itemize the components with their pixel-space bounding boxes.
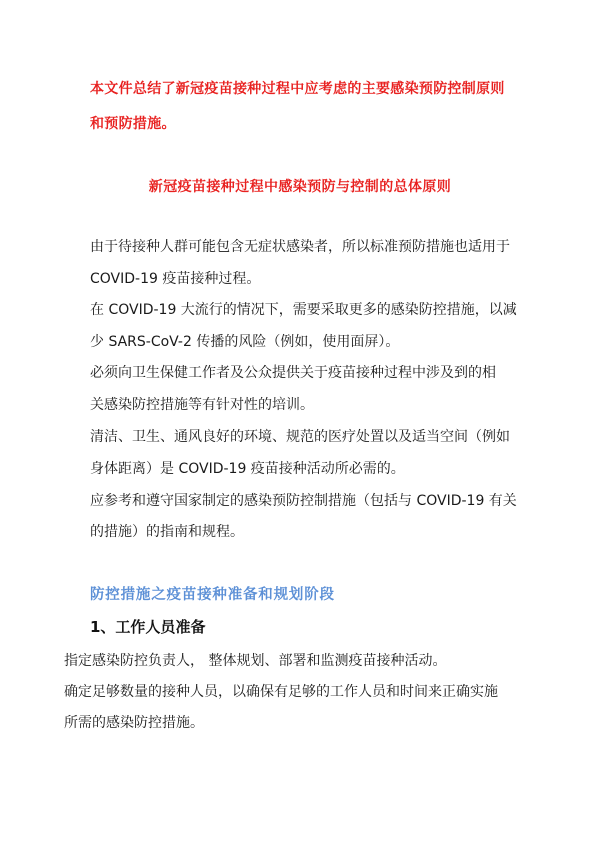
section-title: 防控措施之疫苗接种准备和规划阶段 bbox=[90, 587, 335, 603]
staff-line: 确定足够数量的接种人员，以确保有足够的工作人员和时间来正确实施 bbox=[64, 684, 498, 700]
principle-line: 身体距离）是 COVID-19 疫苗接种活动所必需的。 bbox=[90, 461, 405, 477]
staff-line: 所需的感染防控措施。 bbox=[64, 715, 204, 731]
principle-line: COVID-19 疫苗接种过程。 bbox=[90, 271, 261, 287]
principle-line: 应参考和遵守国家制定的感染预防控制措施（包括与 COVID-19 有关 bbox=[90, 493, 517, 509]
principle-line: 少 SARS-CoV-2 传播的风险（例如，使用面屏）。 bbox=[90, 334, 400, 350]
principles-title: 新冠疫苗接种过程中感染预防与控制的总体原则 bbox=[148, 179, 452, 195]
principle-line: 关感染防控措施等有针对性的培训。 bbox=[90, 397, 314, 413]
intro-line-2: 和预防措施。 bbox=[90, 116, 176, 132]
principle-line: 在 COVID-19 大流行的情况下，需要采取更多的感染防控措施，以减 bbox=[90, 302, 517, 318]
principle-line: 清洁、卫生、通风良好的环境、规范的医疗处置以及适当空间（例如 bbox=[90, 429, 510, 445]
principle-line: 必须向卫生保健工作者及公众提供关于疫苗接种过程中涉及到的相 bbox=[90, 365, 496, 381]
subsection-title: 1、工作人员准备 bbox=[90, 618, 206, 636]
intro-line-1: 本文件总结了新冠疫苗接种过程中应考虑的主要感染预防控制原则 bbox=[90, 81, 505, 97]
principle-line: 由于待接种人群可能包含无症状感染者，所以标准预防措施也适用于 bbox=[90, 239, 510, 255]
staff-line: 指定感染防控负责人， 整体规划、部署和监测疫苗接种活动。 bbox=[64, 653, 447, 669]
principle-line: 的措施）的指南和规程。 bbox=[90, 524, 244, 540]
